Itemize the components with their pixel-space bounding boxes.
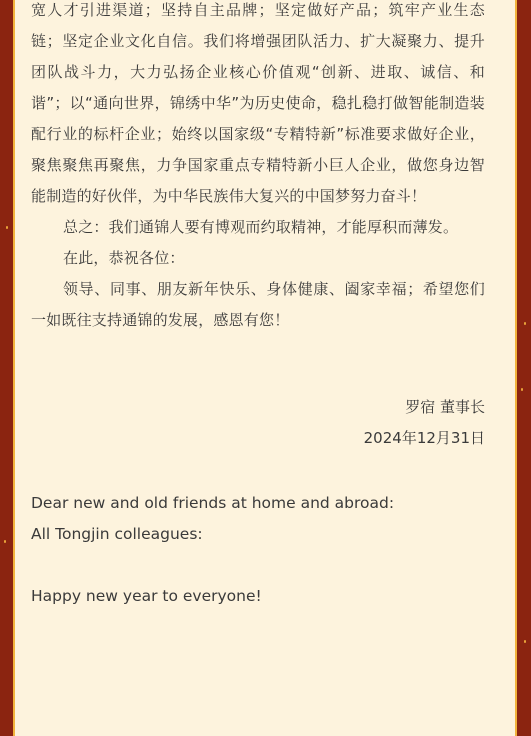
- letter-content: [31, 0, 485, 612]
- letter-paragraph-1: 宽人才引进渠道；坚持自主品牌；坚定做好产品；筑牢产业生态链；坚定企业文化自信。我们将增强团队活力、扩大凝聚力、提升团队战斗力，大力弘扬企业核心价值观“创新、进取、诚信、和谐”；以“通向世界，锦绣中华”为历史使命，稳扎稳打做智能制造装配行业的标杆企业；始终以国家级“专精特新”标准要求做好企业，聚焦聚焦再聚焦，力争国家重点专精特新小巨人企业，做您身边智能制造的好伙伴，为中华民族伟大复兴的中国梦努力奋斗！: [31, 1, 485, 205]
- gold-spark-decoration: [521, 388, 523, 391]
- letter-paragraph-2: 总之：我们通锦人要有博观而约取精神，才能厚积而薄发。: [63, 218, 459, 236]
- letter-frame: [13, 0, 517, 736]
- gold-spark-decoration: [6, 226, 8, 229]
- english-greeting-friends: Dear new and old friends at home and abroad:: [31, 494, 395, 512]
- signer-name: 罗宿 董事长: [405, 398, 485, 416]
- signature-date: 2024年12月31日: [363, 429, 485, 447]
- letter-paragraph-4: 领导、同事、朋友新年快乐、身体健康、阖家幸福；希望您们一如既往支持通锦的发展，感恩有您！: [31, 280, 485, 329]
- english-greeting-colleagues: All Tongjin colleagues:: [31, 525, 203, 543]
- gold-spark-decoration: [4, 540, 6, 543]
- letter-paragraph-3: 在此，恭祝各位：: [63, 249, 185, 267]
- english-happy-new-year: Happy new year to everyone!: [31, 587, 262, 605]
- gold-spark-decoration: [524, 322, 526, 325]
- gold-spark-decoration: [524, 640, 526, 643]
